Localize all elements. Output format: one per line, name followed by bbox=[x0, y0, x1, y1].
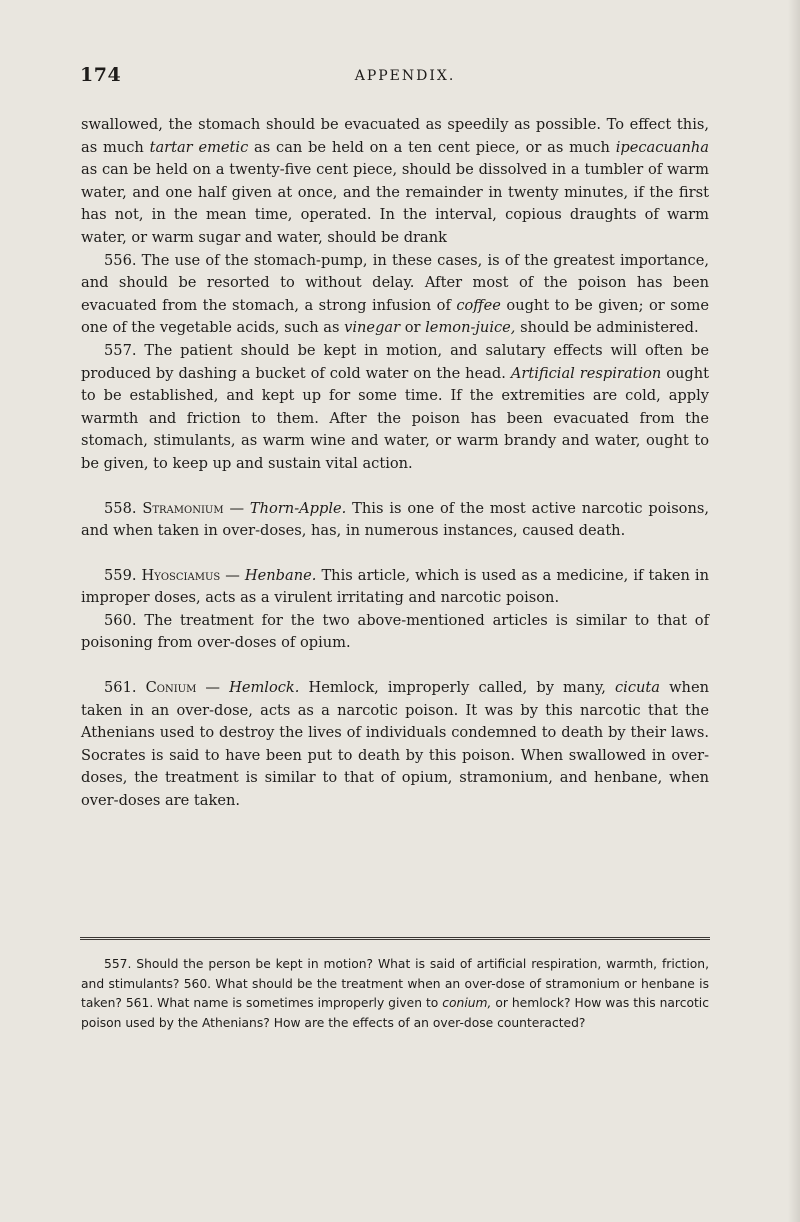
paragraph-561: 561. Conium — Hemlock. Hemlock, improperly called, by many, cicuta when taken in an over-dose, acts as a narcotic poison. It was by this narcotic that the Athenians used to destroy the lives of individuals condemned to death by their laws. Socrates is said to have been put to death by this poison. When swallowed in over-doses, the treatment is similar to that of opium, stramonium, and henbane, when over-doses are taken. bbox=[81, 679, 709, 810]
italic-term: Thorn-Apple. bbox=[249, 499, 347, 517]
italic-term: tartar emetic bbox=[149, 138, 249, 156]
paragraph-continuation: swallowed, the stomach should be evacuated as speedily as possible. To effect this, as much tartar emetic as can be held on a ten cent piece, or as much ipecacuanha as can be held on a twenty-five cent piece, should be dissolved in a tumbler of warm water, and one half given at once, and the remainder in twenty minutes, if the first has not, in the mean time, operated. In the interval, copious draughts of warm water, or warm sugar and water, should be drank bbox=[81, 116, 709, 246]
page-edge-shadow bbox=[788, 0, 800, 1222]
footnote-divider bbox=[80, 937, 710, 940]
italic-term: Henbane. bbox=[244, 566, 317, 584]
paragraph-558: 558. Stramonium — Thorn-Apple. This is one of the most active narcotic poisons, and when taken in over-doses, has, in numerous instances, caused death. bbox=[81, 499, 709, 540]
page-header bbox=[80, 64, 730, 94]
paragraph-559: 559. Hyosciamus — Henbane. This article, which is used as a medicine, if taken in improper doses, acts as a virulent irritating and narcotic poison. bbox=[81, 566, 709, 607]
body-text bbox=[81, 114, 709, 813]
running-head: APPENDIX. bbox=[354, 68, 456, 84]
review-questions bbox=[81, 955, 709, 1033]
section-term: Conium bbox=[145, 679, 197, 697]
italic-term: conium, bbox=[442, 996, 492, 1011]
italic-term: Artificial respiration bbox=[510, 364, 662, 382]
italic-term: ipecacuanha bbox=[615, 138, 709, 156]
paragraph-560: 560. The treatment for the two above-mentioned articles is similar to that of poisoning from over-doses of opium. bbox=[81, 611, 709, 652]
italic-term: coffee bbox=[456, 296, 501, 314]
paragraph-556: 556. The use of the stomach-pump, in these cases, is of the greatest importance, and should be resorted to without delay. After most of the poison has been evacuated from the stomach, a strong infusion of coffee ought to be given; or some one of the vegetable acids, such as vinegar or lemon-juice, should be administered. bbox=[81, 251, 709, 337]
page-number: 174 bbox=[80, 64, 122, 86]
italic-term: lemon-juice, bbox=[425, 319, 516, 337]
section-term: Stramonium bbox=[142, 499, 224, 517]
questions-paragraph: 557. Should the person be kept in motion? What is said of artificial respiration, warmth, friction, and stimulants? 560. What should be the treatment when an over-dose of stramonium or henbane is taken? 561. What name is sometimes improperly given to conium, or hemlock? How was this narcotic poison used by the Athenians? How are the effects of an over-dose counteracted? bbox=[81, 957, 709, 1030]
italic-term: vinegar bbox=[344, 319, 401, 337]
paragraph-557: 557. The patient should be kept in motion, and salutary effects will often be produced by dashing a bucket of cold water on the head. Artificial respiration ought to be established, and kept up for some time. If the extremities are cold, apply warmth and friction to them. After the poison has been evacuated from the stomach, stimulants, as warm wine and water, or warm brandy and water, ought to be given, to keep up and sustain vital action. bbox=[81, 341, 709, 472]
section-term: Hyosciamus bbox=[141, 566, 221, 584]
italic-term: cicuta bbox=[615, 679, 660, 697]
italic-term: Hemlock. bbox=[229, 679, 300, 697]
